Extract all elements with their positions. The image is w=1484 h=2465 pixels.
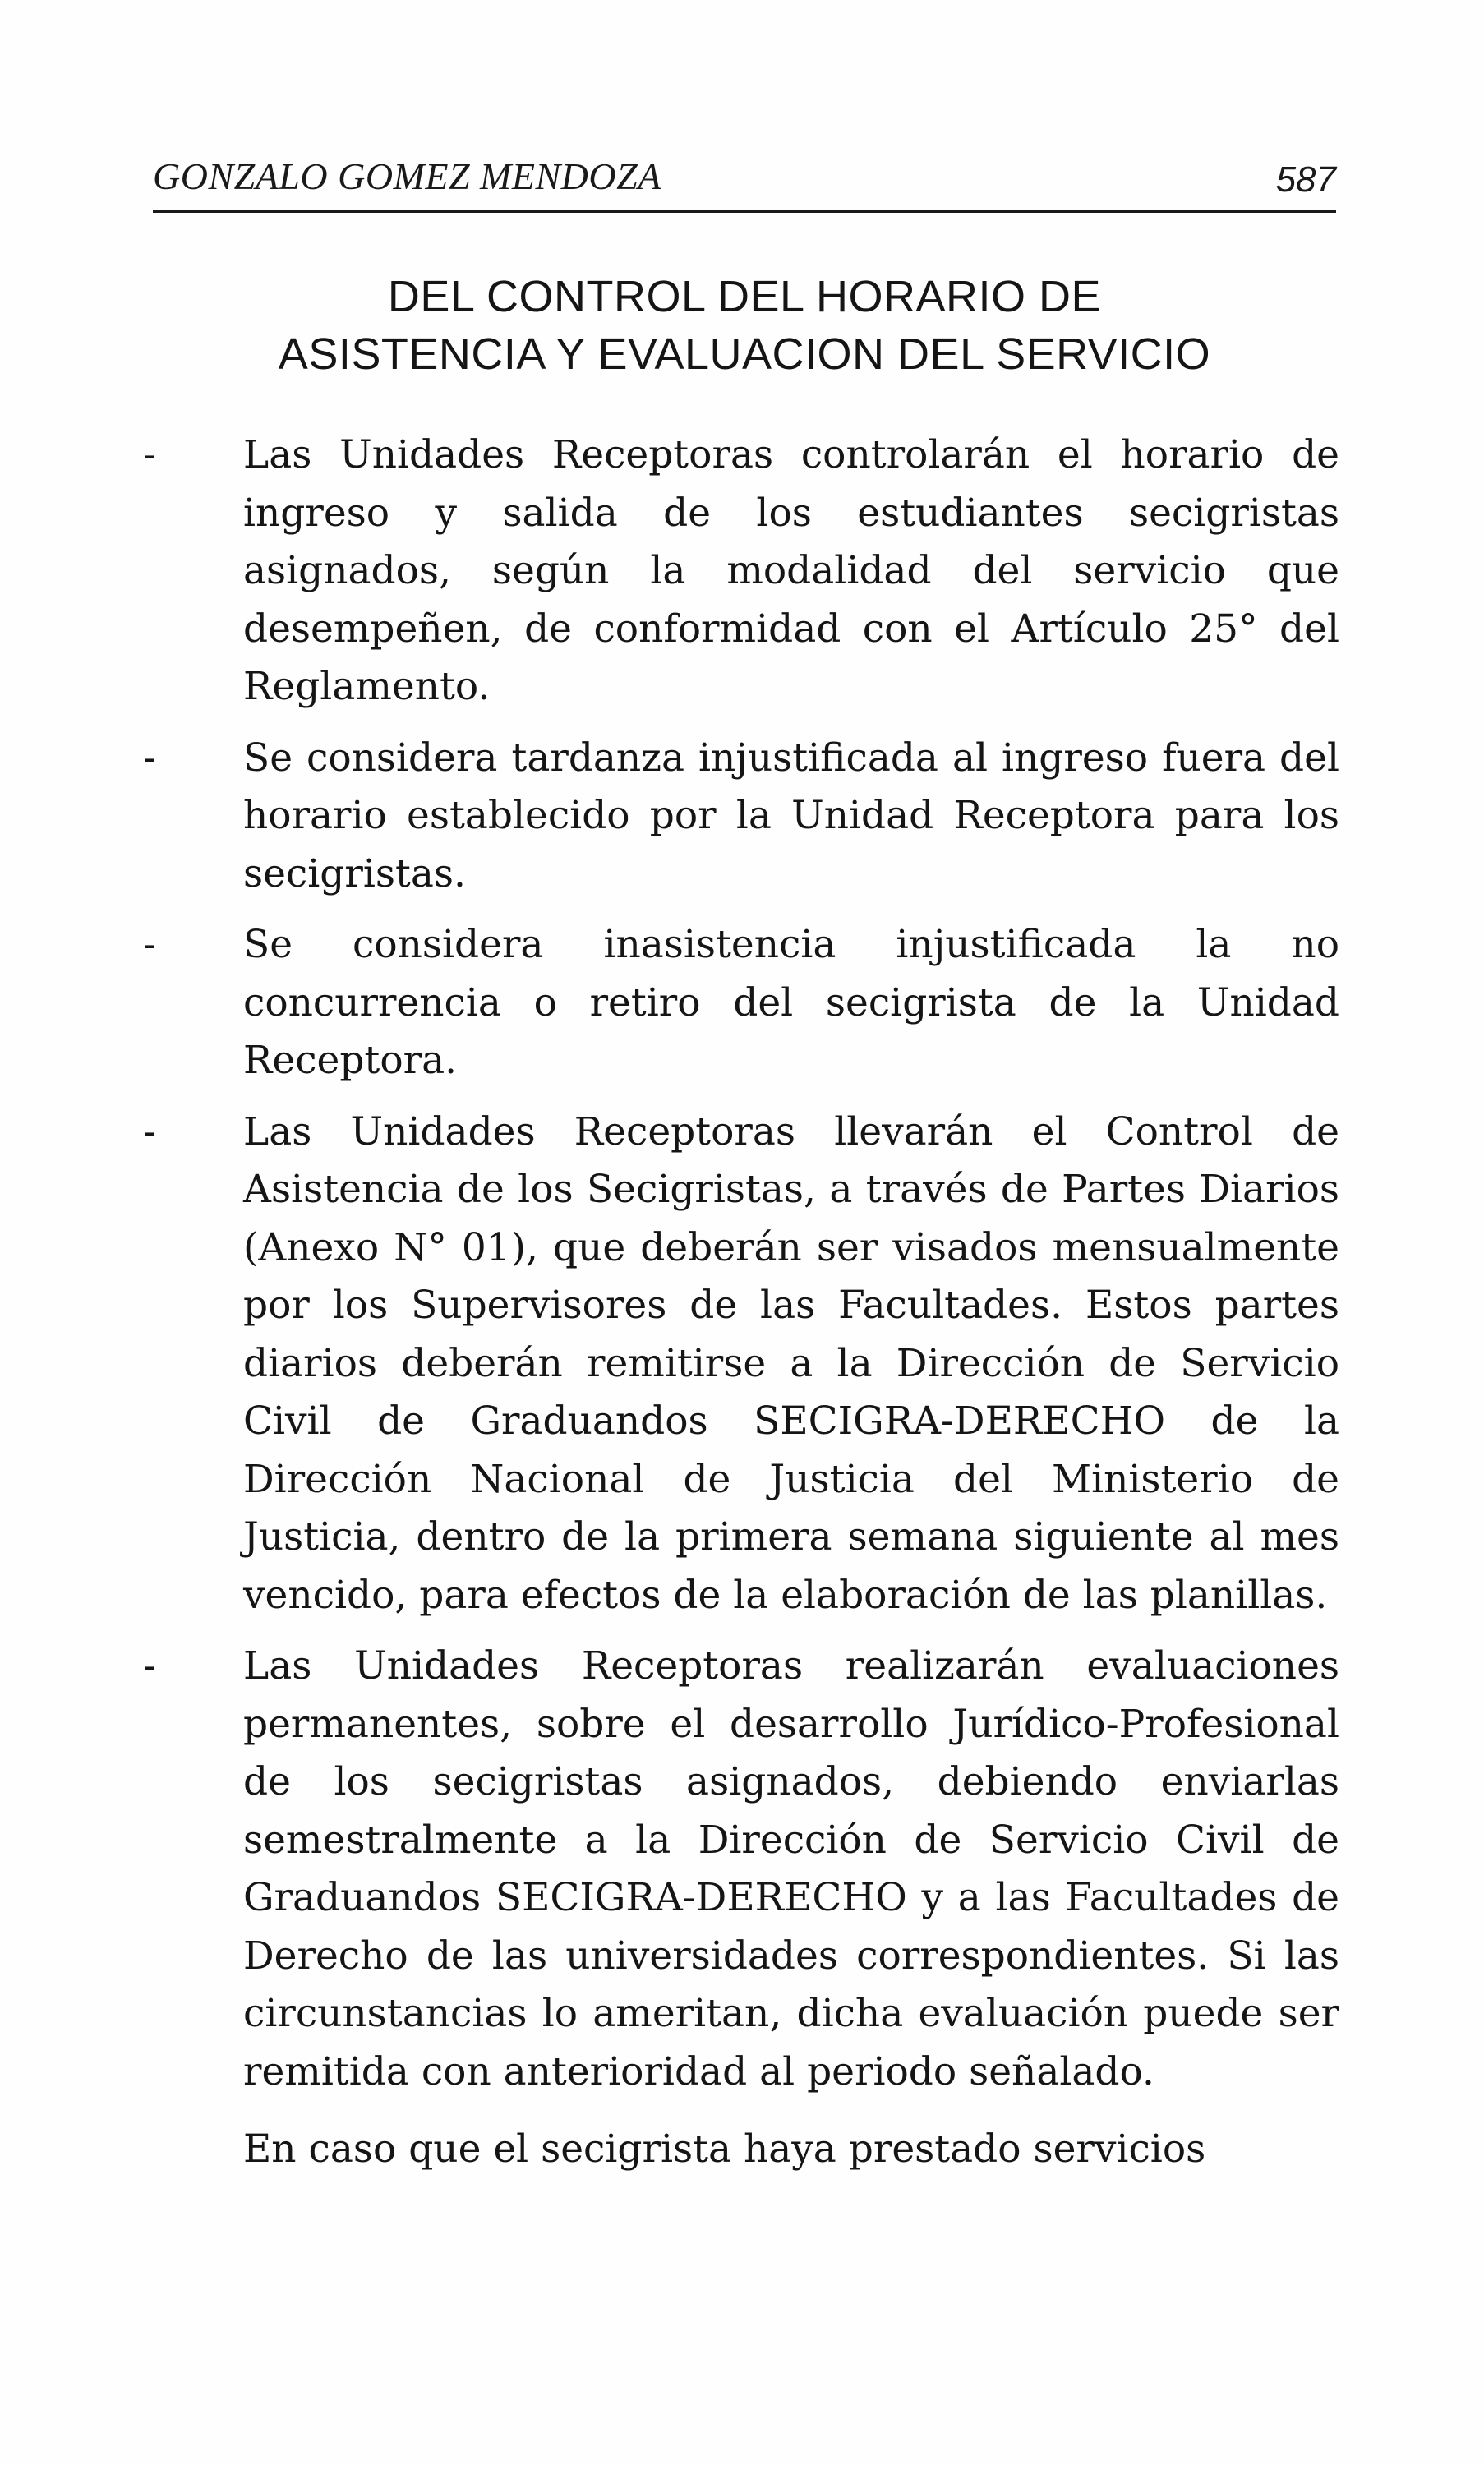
list-item-text: Las Unidades Receptoras realizarán evaluaciones permanentes, sobre el desarrollo Jurídico-Profesional de los secigristas asignados, debiendo enviarlas semestralmente a la Dirección de Servicio Civil de Graduandos SECIGRA-DERECHO y a las Facultades de Derecho de las universidades correspondientes. Si las circunstancias lo ameritan, dicha evaluación puede ser remitida con anterioridad al periodo señalado. [243,1643,1339,2094]
bullet-dash: - [143,1108,156,1154]
list-item [140,730,1339,904]
list-item [140,916,1339,1090]
section-title-line-1: DEL CONTROL DEL HORARIO DE [387,272,1102,321]
list-item [140,1638,1339,2101]
bullet-dash: - [143,1643,156,1689]
page-number: 587 [1275,159,1336,200]
running-header [153,154,1336,204]
bullet-dash: - [143,432,156,477]
bullet-dash: - [143,922,156,967]
list-item-text: Las Unidades Receptoras controlarán el horario de ingreso y salida de los estudiantes secigristas asignados, según la modalidad del servicio que desempeñen, de conformidad con el Artículo 25° del Reglamento. [243,432,1339,709]
list-item-text: Las Unidades Receptoras llevarán el Control de Asistencia de los Secigristas, a través de Partes Diarios (Anexo N° 01), que deberán ser visados mensualmente por los Supervisores de las Facultades. Estos partes diarios deberán remitirse a la Dirección de Servicio Civil de Graduandos SECIGRA-DERECHO de la Dirección Nacional de Justicia del Ministerio de Justicia, dentro de la primera semana siguiente al mes vencido, para efectos de la elaboración de las planillas. [243,1108,1339,1618]
body-text [140,426,1339,2179]
list-item-text: Se considera tardanza injustificada al ingreso fuera del horario establecido por la Unidad Receptora para los secigristas. [243,735,1339,896]
header-rule [153,210,1336,213]
closing-paragraph: En caso que el secigrista haya prestado servicios [243,2126,1206,2172]
section-title-line-2: ASISTENCIA Y EVALUACION DEL SERVICIO [278,329,1211,379]
section-title [153,268,1336,383]
bullet-dash: - [143,735,156,781]
list-item [140,1103,1339,1625]
list-item [140,426,1339,716]
header-author: GONZALO GOMEZ MENDOZA [153,155,661,197]
list-item-text: Se considera inasistencia injustificada la no concurrencia o retiro del secigrista de la Unidad Receptora. [243,922,1339,1083]
